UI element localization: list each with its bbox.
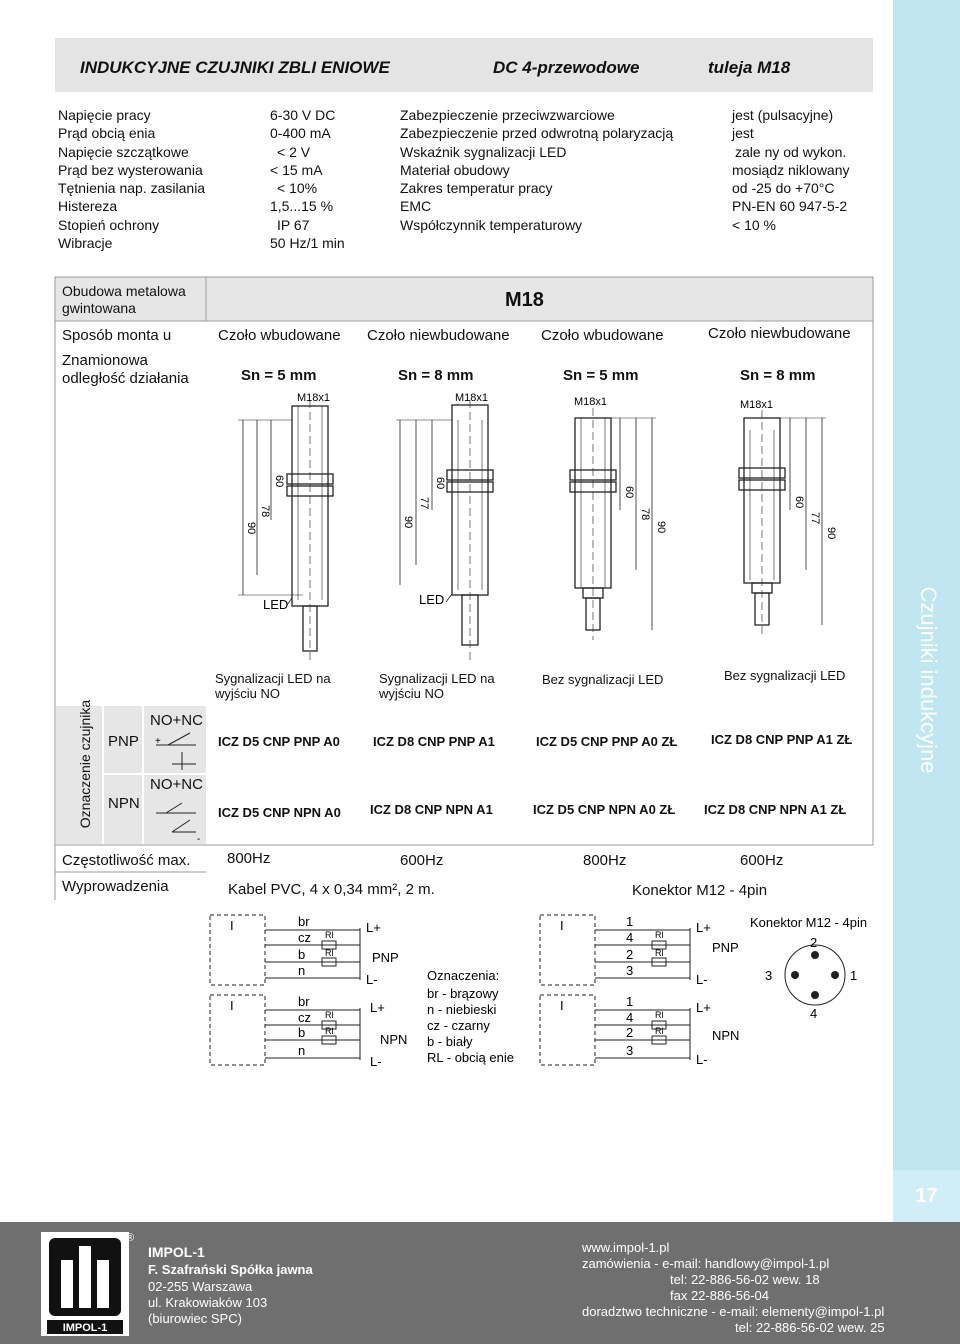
freq-label: Częstotliwość max. [62, 852, 191, 869]
legend-item: cz - czarny [427, 1018, 490, 1033]
company-name: IMPOL-1 [148, 1244, 205, 1260]
spec-value: IP 67 [277, 216, 310, 233]
cable-spec: Kabel PVC, 4 x 0,34 mm², 2 m. [228, 881, 435, 898]
rl-label: Rl [325, 948, 334, 958]
legend-item: br - brązowy [427, 986, 499, 1001]
range-3: Sn = 5 mm [563, 367, 639, 384]
spec-value: od -25 do +70°C [732, 180, 835, 197]
spec-label: Napięcie pracy [58, 107, 151, 123]
spec-label: Zabezpieczenie przed odwrotną polaryzacją [400, 125, 674, 142]
nonc-label: NO+NC [150, 712, 203, 729]
mount-3: Czoło wbudowane [541, 327, 664, 344]
legend-title: Oznaczenia: [427, 968, 500, 983]
code-pnp-1: ICZ D5 CNP PNP A0 [218, 734, 340, 749]
spec-value: mosiądz niklowany [732, 161, 850, 178]
pin-label: 2 [626, 947, 634, 962]
signal-3: Bez sygnalizacji LED [542, 672, 664, 687]
rl-label: Rl [655, 1026, 664, 1036]
spec-label: Wibracje [58, 235, 113, 252]
lplus-label: L+ [366, 920, 381, 935]
company-fullname: F. Szafrański Spółka jawna [148, 1262, 313, 1277]
dim-body: 77 [809, 512, 821, 525]
connector-pin: 1 [850, 968, 858, 983]
spec-label: EMC [400, 198, 432, 215]
connector-pin: 2 [810, 935, 818, 950]
connector-title: Konektor M12 - 4pin [750, 915, 868, 930]
freq-1: 800Hz [227, 850, 271, 867]
spec-value: zale ny od wykon. [735, 143, 847, 160]
rl-label: Rl [325, 1026, 334, 1036]
wiring-i-label: I [230, 998, 234, 1013]
connector-spec: Konektor M12 - 4pin [632, 882, 768, 899]
header-title: INDUKCYJNE CZUJNIKI ZBLI ENIOWE [80, 58, 390, 77]
wire-label: n [298, 963, 306, 978]
freq-3: 800Hz [583, 852, 627, 869]
page-number: 17 [893, 1170, 960, 1222]
wire-label: b [298, 1025, 306, 1040]
range-label: Znamionowa odległość działania [62, 352, 189, 387]
pin-label: 4 [626, 930, 634, 945]
dim-total: 90 [825, 527, 837, 540]
spec-value: < 10% [277, 180, 318, 197]
spec-value: 1,5...15 % [270, 198, 334, 215]
code-pnp-4: ICZ D8 CNP PNP A1 ZŁ [711, 732, 853, 747]
housing-value: M18 [505, 289, 544, 311]
mount-4: Czoło niewbudowane [708, 325, 851, 342]
lminus-label: L- [696, 1052, 708, 1067]
legend-item: n - niebieski [427, 1002, 497, 1017]
impol-logo-icon [41, 1232, 129, 1336]
rl-label: Rl [655, 930, 664, 940]
thread-label: M18x1 [297, 392, 331, 404]
wire-label: b [298, 947, 306, 962]
pnp-label: PNP [108, 733, 139, 750]
led-label: LED [419, 592, 445, 607]
code-npn-1: ICZ D5 CNP NPN A0 [218, 805, 341, 820]
wire-label: n [298, 1043, 306, 1058]
dim-thread: 60 [623, 486, 635, 499]
dim-body: 77 [418, 497, 430, 510]
fax-number: fax 22-886-56-04 [670, 1288, 770, 1303]
rl-label: Rl [325, 1010, 334, 1020]
website-link[interactable]: www.impol-1.pl [582, 1240, 670, 1255]
spec-label: Stopień ochrony [58, 216, 160, 233]
nonc-label: NO+NC [150, 776, 203, 793]
code-pnp-2: ICZ D8 CNP PNP A1 [373, 734, 495, 749]
dim-body: 78 [259, 505, 271, 518]
spec-label: Zabezpieczenie przeciwzwarciowe [400, 107, 615, 123]
wiring-i-label: I [230, 918, 234, 933]
spec-value: 50 Hz/1 min [270, 235, 345, 252]
led-label: LED [263, 597, 289, 612]
lplus-label: L+ [696, 920, 711, 935]
spec-value: jest (pulsacyjne) [732, 107, 834, 123]
orders-email[interactable]: zamówienia - e-mail: handlowy@impol-1.pl [582, 1256, 830, 1271]
orders-phone: tel: 22-886-56-02 wew. 18 [670, 1272, 820, 1287]
leads-label: Wyprowadzenia [62, 878, 169, 895]
company-logo [41, 1232, 129, 1336]
wire-label: cz [298, 930, 311, 945]
freq-4: 600Hz [740, 852, 784, 869]
legend-item: b - biały [427, 1034, 473, 1049]
dim-total: 90 [655, 521, 667, 534]
dim-thread: 60 [793, 496, 805, 509]
pnp-wiring-label: PNP [372, 950, 399, 965]
technical-email[interactable]: doradztwo techniczne - e-mail: elementy@impol-1.pl [582, 1304, 885, 1319]
signal-2: Sygnalizacji LED na wyjściu NO [379, 671, 495, 701]
header-variant: tuleja M18 [708, 58, 791, 77]
lminus-label: L- [366, 972, 378, 987]
dim-thread: 60 [434, 477, 446, 490]
rl-label: Rl [655, 948, 664, 958]
code-npn-4: ICZ D8 CNP NPN A1 ZŁ [704, 802, 847, 817]
mount-label: Sposób monta u [62, 327, 172, 344]
thread-label: M18x1 [740, 399, 774, 411]
legend-item: RL - obcią enie [427, 1050, 514, 1065]
spec-label: Prąd obcią enia [58, 125, 156, 142]
designation-label: Oznaczenie czujnika [77, 699, 93, 829]
pin-label: 3 [626, 963, 634, 978]
npn-wiring-label: NPN [380, 1032, 408, 1047]
spec-label: Materiał obudowy [400, 161, 510, 178]
range-2: Sn = 8 mm [398, 367, 474, 384]
spec-value: 0-400 mA [270, 125, 331, 142]
technical-phone: tel: 22-886-56-02 wew. 25 [735, 1320, 885, 1335]
code-npn-3: ICZ D5 CNP NPN A0 ZŁ [533, 802, 676, 817]
registered-mark: ® [126, 1232, 135, 1244]
lplus-label: L+ [696, 1000, 711, 1015]
signal-1: Sygnalizacji LED na wyjściu NO [215, 671, 331, 701]
spec-label: Histereza [58, 198, 118, 215]
pin-label: 1 [626, 914, 634, 929]
pnp-wiring-label: PNP [712, 940, 739, 955]
npn-wiring-label: NPN [712, 1028, 740, 1043]
pin-label: 4 [626, 1010, 634, 1025]
company-street: ul. Krakowiaków 103 [148, 1295, 268, 1310]
plus-sign: + [155, 736, 161, 747]
pin-label: 3 [626, 1043, 634, 1058]
lminus-label: L- [370, 1054, 382, 1069]
header-subtitle: DC 4-przewodowe [493, 58, 640, 77]
minus-sign: - [197, 834, 201, 845]
wire-label: br [298, 994, 310, 1009]
spec-label: Napięcie szczątkowe [58, 143, 189, 160]
mount-1: Czoło wbudowane [218, 327, 341, 344]
sidebar [893, 0, 960, 1222]
thread-label: M18x1 [574, 396, 608, 408]
connector-pin: 4 [810, 1006, 818, 1021]
rl-label: Rl [655, 1010, 664, 1020]
housing-label: Obudowa metalowa gwintowana [62, 283, 186, 316]
spec-label: Wskaźnik sygnalizacji LED [400, 143, 567, 160]
wiring-i-label: I [560, 998, 564, 1013]
footer [0, 1222, 960, 1344]
freq-2: 600Hz [400, 852, 444, 869]
spec-label: Tętnienia nap. zasilania [58, 180, 206, 197]
code-pnp-3: ICZ D5 CNP PNP A0 ZŁ [536, 734, 678, 749]
spec-label: Prąd bez wysterowania [58, 161, 203, 178]
dim-body: 78 [639, 508, 651, 521]
dim-total: 90 [402, 516, 414, 529]
thread-label: M18x1 [455, 392, 489, 404]
range-4: Sn = 8 mm [740, 367, 816, 384]
spec-value: 6-30 V DC [270, 107, 336, 123]
pin-label: 2 [626, 1025, 634, 1040]
spec-label: Zakres temperatur pracy [400, 180, 553, 197]
lminus-label: L- [696, 972, 708, 987]
wire-label: br [298, 914, 310, 929]
logo-text: IMPOL-1 [62, 1322, 108, 1334]
spec-value: jest [732, 125, 754, 142]
dim-thread: 60 [273, 475, 285, 488]
npn-label: NPN [108, 795, 140, 812]
wiring-i-label: I [560, 918, 564, 933]
wire-label: cz [298, 1010, 311, 1025]
rl-label: Rl [325, 930, 334, 940]
range-1: Sn = 5 mm [241, 367, 317, 384]
pin-label: 1 [626, 994, 634, 1009]
connector-pin: 3 [765, 968, 773, 983]
company-building: (biurowiec SPC) [148, 1311, 242, 1326]
mount-2: Czoło niewbudowane [367, 327, 510, 344]
dim-total: 90 [245, 522, 257, 535]
sidebar-text: Czujniki indukcyjne [916, 586, 941, 774]
signal-4: Bez sygnalizacji LED [724, 668, 846, 683]
lplus-label: L+ [370, 1000, 385, 1015]
spec-value: < 2 V [277, 143, 311, 160]
spec-label: Współczynnik temperaturowy [400, 216, 583, 233]
spec-value: < 10 % [732, 216, 776, 233]
code-npn-2: ICZ D8 CNP NPN A1 [370, 802, 493, 817]
company-city: 02-255 Warszawa [148, 1279, 253, 1294]
spec-value: PN-EN 60 947-5-2 [732, 198, 848, 215]
spec-value: < 15 mA [270, 161, 323, 178]
